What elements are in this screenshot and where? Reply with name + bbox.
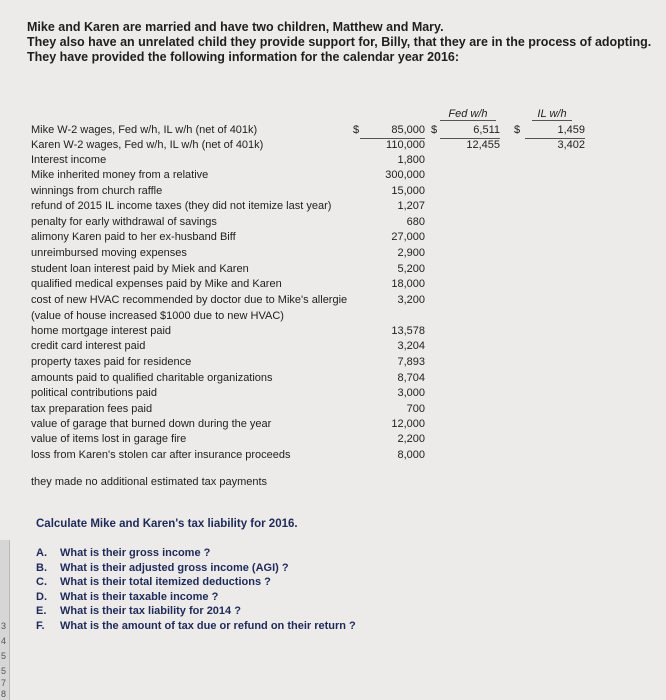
question-text: What is their adjusted gross income (AGI) ? bbox=[60, 561, 289, 574]
table-row bbox=[0, 386, 666, 402]
il-withholding-cell: 3,402 bbox=[557, 139, 585, 151]
row-label: cost of new HVAC recommended by doctor due to Mike's allergie bbox=[31, 294, 348, 306]
row-label: Mike W-2 wages, Fed w/h, IL w/h (net of 401k) bbox=[31, 124, 258, 136]
row-label: Mike inherited money from a relative bbox=[31, 169, 209, 181]
question-letter: C. bbox=[36, 576, 47, 589]
fed-withholding-cell: 6,511 bbox=[440, 123, 500, 139]
amount-cell: 8,000 bbox=[397, 449, 425, 461]
amount-cell: 3,200 bbox=[397, 294, 425, 306]
row-label: loss from Karen's stolen car after insurance proceeds bbox=[31, 449, 291, 461]
fed-withholding-cell: 12,455 bbox=[466, 139, 500, 151]
question-letter: D. bbox=[36, 590, 47, 603]
row-number: 7 bbox=[1, 678, 7, 688]
question-list bbox=[36, 546, 356, 634]
amount-cell: 700 bbox=[406, 403, 425, 415]
amount-cell: 300,000 bbox=[385, 169, 425, 181]
question-text: What is the amount of tax due or refund on their return ? bbox=[60, 619, 356, 632]
amount-cell: 1,207 bbox=[397, 200, 425, 212]
header-line: They have provided the following information for the calendar year 2016: bbox=[27, 50, 460, 64]
table-row bbox=[0, 339, 666, 355]
table-row bbox=[0, 246, 666, 262]
amount-cell: 1,800 bbox=[397, 154, 425, 166]
question-item bbox=[36, 619, 356, 634]
row-number: 4 bbox=[1, 636, 7, 646]
amount-cell: 27,000 bbox=[391, 231, 425, 243]
question-item bbox=[36, 590, 356, 605]
amount-cell: 110,000 bbox=[386, 139, 425, 151]
question-letter: A. bbox=[36, 547, 47, 559]
problem-header bbox=[27, 20, 657, 65]
row-label: refund of 2015 IL income taxes (they did not itemize last year) bbox=[31, 200, 332, 212]
row-label: (value of house increased $1000 due to new HVAC) bbox=[31, 310, 284, 322]
row-label: unreimbursed moving expenses bbox=[31, 247, 187, 259]
question-item bbox=[36, 546, 356, 561]
amount-cell: 8,704 bbox=[397, 372, 425, 384]
row-number: 5 bbox=[1, 651, 7, 661]
amount-cell: 7,893 bbox=[397, 356, 425, 368]
table-row bbox=[0, 417, 666, 433]
row-label: winnings from church raffle bbox=[31, 185, 163, 197]
dollar-sign: $ bbox=[514, 124, 521, 136]
row-label: student loan interest paid by Miek and Karen bbox=[31, 263, 249, 275]
row-number: 5 bbox=[1, 666, 7, 676]
row-number: 8 bbox=[1, 689, 7, 699]
table-row bbox=[0, 123, 666, 139]
question-item bbox=[36, 604, 356, 619]
table-row bbox=[0, 215, 666, 231]
row-label: credit card interest paid bbox=[31, 340, 146, 352]
il-withholding-cell: 1,459 bbox=[525, 123, 585, 139]
table-row bbox=[0, 432, 666, 448]
row-label: home mortgage interest paid bbox=[31, 325, 172, 337]
question-text: What is their total itemized deductions ? bbox=[60, 576, 271, 589]
table-row bbox=[0, 138, 666, 154]
question-letter: B. bbox=[36, 561, 47, 574]
table-row bbox=[0, 448, 666, 464]
il-withholding-column-header: IL w/h bbox=[532, 108, 572, 121]
row-label: tax preparation fees paid bbox=[31, 403, 153, 415]
calculate-instruction: Calculate Mike and Karen's tax liability for 2016. bbox=[36, 518, 298, 530]
table-row bbox=[0, 230, 666, 246]
row-label: property taxes paid for residence bbox=[31, 356, 192, 368]
fed-withholding-column-header: Fed w/h bbox=[440, 108, 496, 121]
row-number: 3 bbox=[1, 621, 7, 631]
table-row bbox=[0, 371, 666, 387]
amount-cell: 680 bbox=[406, 216, 425, 228]
amount-cell: 2,200 bbox=[397, 433, 425, 445]
row-label: qualified medical expenses paid by Mike and Karen bbox=[31, 278, 282, 290]
row-label: Karen W-2 wages, Fed w/h, IL w/h (net of 401k) bbox=[31, 139, 264, 151]
header-line: Mike and Karen are married and have two children, Matthew and Mary. bbox=[27, 20, 444, 34]
amount-cell: 2,900 bbox=[397, 247, 425, 259]
amount-cell: 5,200 bbox=[397, 263, 425, 275]
question-item bbox=[36, 561, 356, 576]
table-row bbox=[0, 153, 666, 169]
amount-cell: 3,000 bbox=[397, 387, 425, 399]
table-row bbox=[0, 293, 666, 309]
row-label: Interest income bbox=[31, 154, 107, 166]
row-label: alimony Karen paid to her ex-husband Biff bbox=[31, 231, 236, 243]
row-label: political contributions paid bbox=[31, 387, 157, 399]
dollar-sign: $ bbox=[431, 124, 438, 136]
question-text: What is their tax liability for 2014 ? bbox=[60, 605, 241, 618]
table-row bbox=[0, 355, 666, 371]
table-row bbox=[0, 184, 666, 200]
table-row bbox=[0, 309, 666, 325]
dollar-sign: $ bbox=[353, 124, 360, 136]
table-row bbox=[0, 277, 666, 293]
amount-cell: 13,578 bbox=[391, 325, 425, 337]
amount-cell: 3,204 bbox=[397, 340, 425, 352]
question-letter: E. bbox=[36, 605, 47, 618]
estimated-tax-note: they made no additional estimated tax payments bbox=[31, 476, 268, 488]
question-letter: F. bbox=[36, 619, 45, 632]
question-text: What is their gross income ? bbox=[60, 547, 211, 559]
amount-cell: 15,000 bbox=[391, 185, 425, 197]
question-text: What is their taxable income ? bbox=[60, 590, 219, 603]
row-label: value of garage that burned down during the year bbox=[31, 418, 272, 430]
question-item bbox=[36, 575, 356, 590]
table-row bbox=[0, 199, 666, 215]
row-label: amounts paid to qualified charitable organizations bbox=[31, 372, 273, 384]
table-row bbox=[0, 262, 666, 278]
amount-cell: 85,000 bbox=[360, 123, 425, 139]
row-label: value of items lost in garage fire bbox=[31, 433, 187, 445]
row-number-gutter bbox=[0, 540, 10, 700]
amount-cell: 18,000 bbox=[391, 278, 425, 290]
amount-cell: 12,000 bbox=[391, 418, 425, 430]
table-row bbox=[0, 324, 666, 340]
header-line: They also have an unrelated child they provide support for, Billy, that they are in the process of adopting. bbox=[27, 35, 652, 49]
table-row bbox=[0, 168, 666, 184]
row-label: penalty for early withdrawal of savings bbox=[31, 216, 217, 228]
table-row bbox=[0, 402, 666, 418]
